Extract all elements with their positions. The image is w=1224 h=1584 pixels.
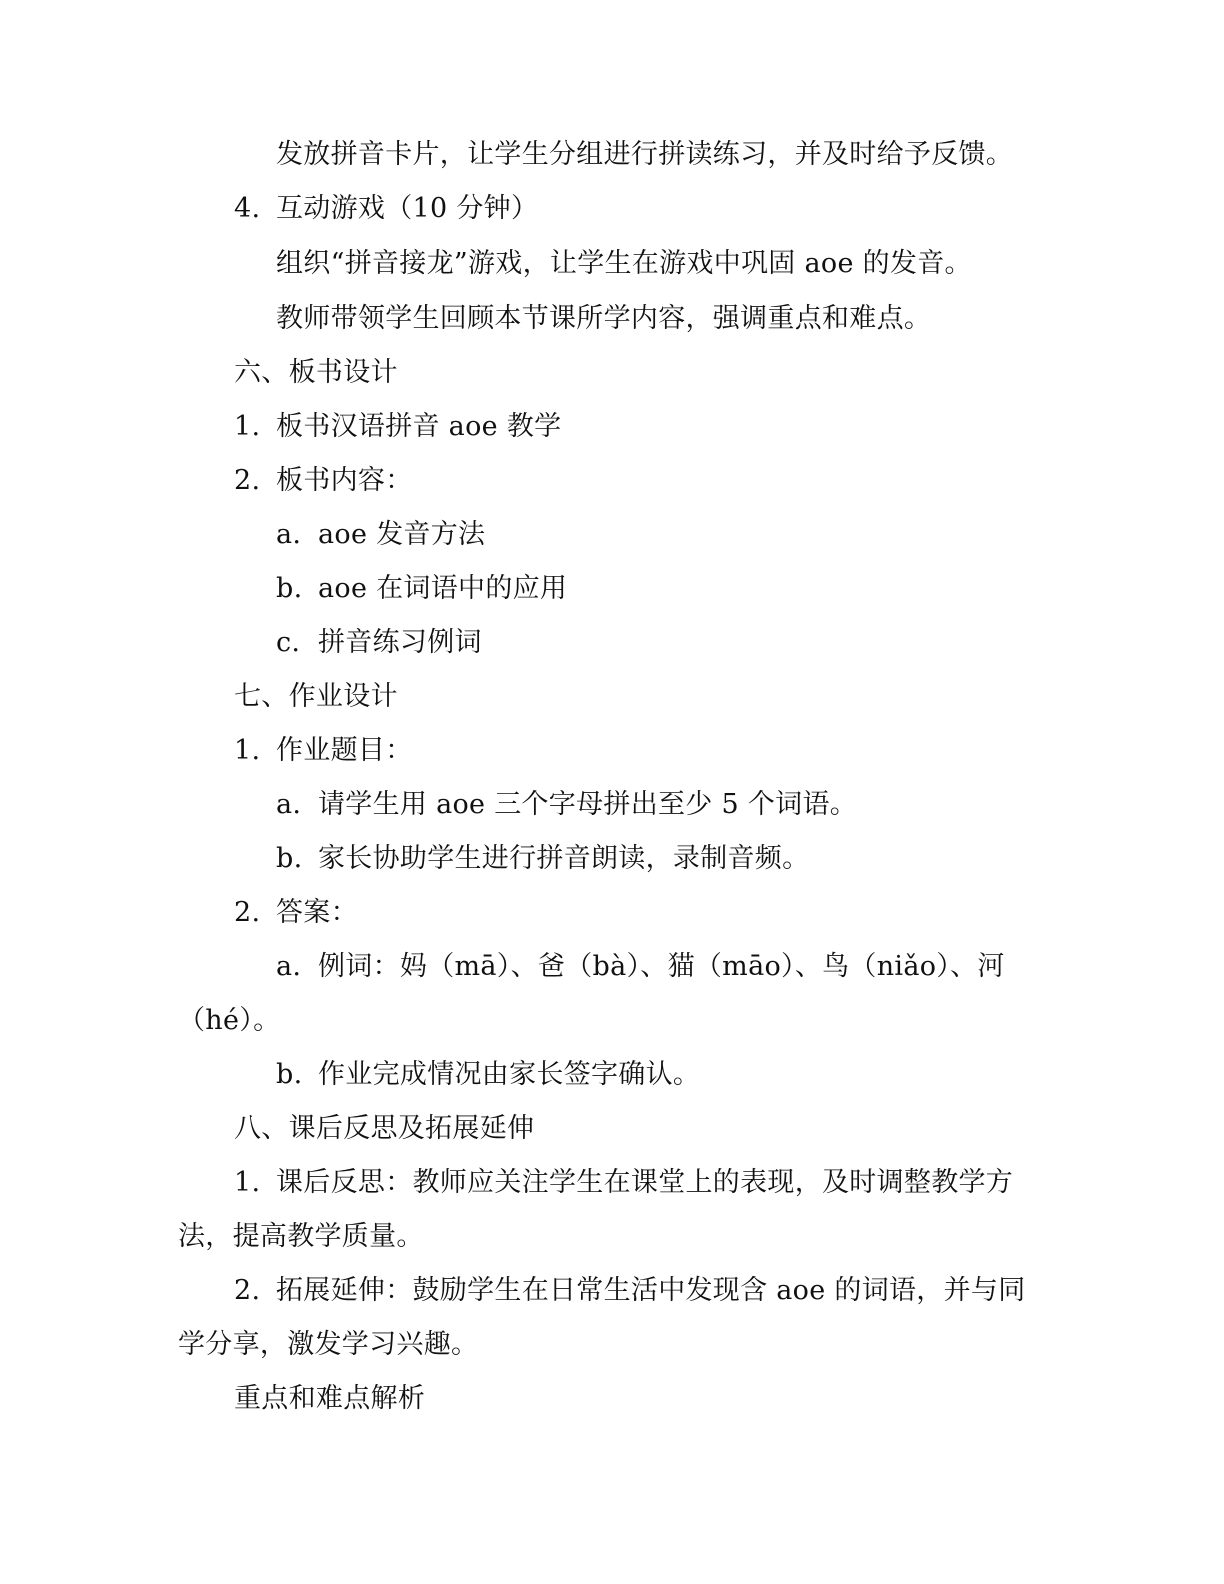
list-item-extension-cont xyxy=(178,1328,478,1362)
list-item-interactive-game xyxy=(234,192,538,226)
heading-text: 重点和难点解析 xyxy=(234,1383,426,1414)
paragraph-review xyxy=(276,302,931,336)
section-heading-homework xyxy=(234,680,398,714)
list-item-text: 课后反思：教师应关注学生在课堂上的表现，及时调整教学方 xyxy=(276,1167,1014,1198)
heading-text: 八、课后反思及拓展延伸 xyxy=(234,1113,535,1144)
list-number: 2. xyxy=(234,897,261,928)
paragraph-text: 组织“拼音接龙”游戏，让学生在游戏中巩固 aoe 的发音。 xyxy=(276,248,972,279)
sub-item-text: 家长协助学生进行拼音朗读，录制音频。 xyxy=(318,843,810,874)
sub-item-parent-signature xyxy=(276,1058,700,1092)
paragraph-game-organize xyxy=(276,247,972,281)
sub-item-examples xyxy=(276,626,482,660)
list-item-answers xyxy=(234,896,358,930)
list-item-reflection xyxy=(234,1166,1013,1200)
sub-item-example-words-cont xyxy=(178,1004,280,1038)
sub-item-text: （hé）。 xyxy=(178,1005,281,1036)
sub-item-text: 作业完成情况由家长签字确认。 xyxy=(318,1059,701,1090)
sub-item-text: 拼音练习例词 xyxy=(318,627,482,658)
sub-item-letter: b. xyxy=(276,573,303,604)
list-item-board-content xyxy=(234,464,413,498)
sub-item-text: 请学生用 aoe 三个字母拼出至少 5 个词语。 xyxy=(318,789,858,820)
list-item-board-title xyxy=(234,410,561,444)
sub-item-parent-assist xyxy=(276,842,809,876)
paragraph-text: 教师带领学生回顾本节课所学内容，强调重点和难点。 xyxy=(276,303,932,334)
heading-text: 七、作业设计 xyxy=(234,681,398,712)
sub-item-usage xyxy=(276,572,567,606)
sub-item-pronunciation xyxy=(276,518,485,552)
sub-item-letter: a. xyxy=(276,519,302,550)
list-item-text: 答案： xyxy=(276,897,358,928)
heading-text: 六、板书设计 xyxy=(234,357,398,388)
section-heading-key-points xyxy=(234,1382,425,1416)
list-item-text: 互动游戏（10 分钟） xyxy=(276,193,539,224)
paragraph-card-practice xyxy=(276,138,1013,172)
section-heading-board-design xyxy=(234,356,398,390)
list-item-reflection-cont xyxy=(178,1220,424,1254)
list-number: 2. xyxy=(234,1275,261,1306)
list-number: 1. xyxy=(234,411,261,442)
sub-item-text: aoe 在词语中的应用 xyxy=(318,573,568,604)
list-item-text: 学分享，激发学习兴趣。 xyxy=(178,1329,479,1360)
sub-item-text: aoe 发音方法 xyxy=(318,519,486,550)
list-item-text: 板书汉语拼音 aoe 教学 xyxy=(276,411,562,442)
sub-item-spell-words xyxy=(276,788,857,822)
section-heading-reflection xyxy=(234,1112,534,1146)
list-number: 4. xyxy=(234,193,261,224)
list-item-text: 板书内容： xyxy=(276,465,413,496)
list-number: 2. xyxy=(234,465,261,496)
list-item-extension xyxy=(234,1274,1026,1308)
list-number: 1. xyxy=(234,735,261,766)
list-number: 1. xyxy=(234,1167,261,1198)
paragraph-text: 发放拼音卡片，让学生分组进行拼读练习，并及时给予反馈。 xyxy=(276,139,1014,170)
list-item-text: 拓展延伸：鼓励学生在日常生活中发现含 aoe 的词语，并与同 xyxy=(276,1275,1026,1306)
sub-item-text: 例词：妈（mā）、爸（bà）、猫（māo）、鸟（niǎo）、河 xyxy=(318,951,1005,982)
sub-item-letter: a. xyxy=(276,789,302,820)
list-item-homework-topic xyxy=(234,734,413,768)
sub-item-letter: b. xyxy=(276,843,303,874)
sub-item-letter: b. xyxy=(276,1059,303,1090)
list-item-text: 法，提高教学质量。 xyxy=(178,1221,424,1252)
sub-item-letter: a. xyxy=(276,951,302,982)
list-item-text: 作业题目： xyxy=(276,735,413,766)
sub-item-letter: c. xyxy=(276,627,301,658)
sub-item-example-words xyxy=(276,950,1005,984)
